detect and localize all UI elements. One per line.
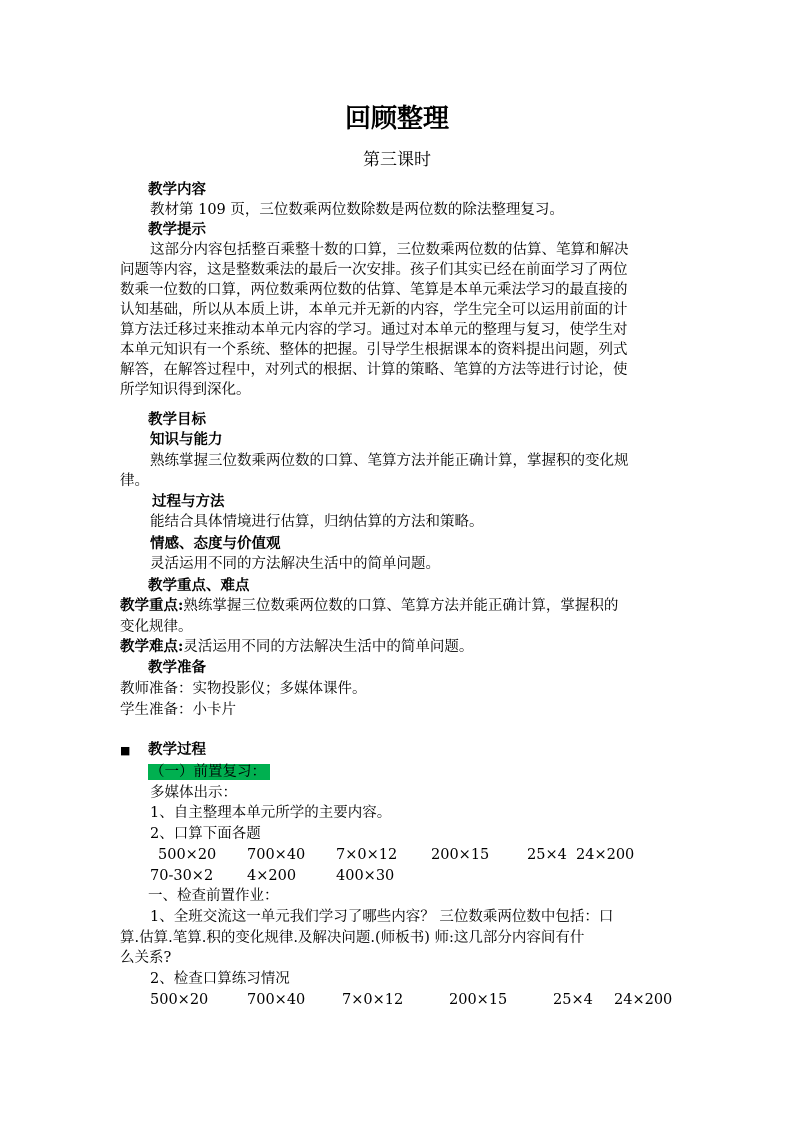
calc-item: 400×30 xyxy=(336,868,395,884)
focus-line-2: 变化规律。 xyxy=(120,619,193,635)
hint-line: 数乘一位数的口算，两位数乘两位数的估算、笔算是本单元乘法学习的最直接的 xyxy=(120,282,628,298)
hint-line: 解答，在解答过程中，对列式的根据、计算的策略、笔算的方法等进行讨论，使 xyxy=(120,362,628,378)
knowledge-line: 律。 xyxy=(120,473,149,489)
difficulty-text: 灵活运用不同的方法解决生活中的简单问题。 xyxy=(183,639,474,655)
content-heading: 教学内容 xyxy=(148,181,206,198)
calc-item: 500×20 xyxy=(158,847,217,863)
calc-item: 24×200 xyxy=(576,847,635,863)
process-goal-text: 能结合具体情境进行估算，归纳估算的方法和策略。 xyxy=(150,514,484,530)
calc-item: 70-30×2 xyxy=(150,868,214,884)
check1-line: 1、全班交流这一单元我们学习了哪些内容？ 三位数乘两位数中包括：口 xyxy=(150,909,614,925)
calc-item: 24×200 xyxy=(614,992,673,1008)
page-title: 回顾整理 xyxy=(344,104,449,134)
page-subtitle: 第三课时 xyxy=(363,150,431,170)
check2-line: 2、检查口算练习情况 xyxy=(150,971,290,987)
calc-item: 200×15 xyxy=(431,847,490,863)
hint-line: 算方法迁移过来推动本单元内容的学习。通过对本单元的整理与复习，使学生对 xyxy=(120,322,628,338)
difficulty-label: 教学难点: xyxy=(120,638,184,655)
check1-line: 么关系? xyxy=(120,950,172,966)
calc-item: 700×40 xyxy=(247,847,306,863)
calc-item: 7×0×12 xyxy=(342,992,404,1008)
square-bullet-icon: ■ xyxy=(120,744,131,757)
calc-item: 4×200 xyxy=(247,868,297,884)
attitude-heading: 情感、态度与价值观 xyxy=(150,535,281,552)
hint-heading: 教学提示 xyxy=(148,221,206,238)
keypoints-heading: 教学重点、难点 xyxy=(148,577,250,594)
hint-line: 问题等内容，这是整数乘法的最后一次安排。孩子们其实已经在前面学习了两位 xyxy=(120,262,628,278)
step1-line xyxy=(148,762,270,782)
prep-teacher: 教师准备：实物投影仪；多媒体课件。 xyxy=(120,681,367,697)
process-goal-heading: 过程与方法 xyxy=(152,493,225,510)
item1-line: 1、自主整理本单元所学的主要内容。 xyxy=(150,805,392,821)
check-heading: 一、检查前置作业： xyxy=(148,888,279,904)
calc-item: 500×20 xyxy=(150,992,209,1008)
calc-item: 7×0×12 xyxy=(336,847,398,863)
goals-heading: 教学目标 xyxy=(148,411,206,428)
knowledge-line: 熟练掌握三位数乘两位数的口算、笔算方法并能正确计算，掌握积的变化规 xyxy=(150,453,629,469)
calc-item: 200×15 xyxy=(449,992,508,1008)
process-heading: 教学过程 xyxy=(148,741,206,758)
focus-text: 熟练掌握三位数乘两位数的口算、笔算方法并能正确计算，掌握积的 xyxy=(183,598,619,614)
calc-item: 25×4 xyxy=(553,992,593,1008)
focus-line xyxy=(120,596,618,616)
hint-line: 本单元知识有一个系统、整体的把握。引导学生根据课本的资料提出问题，列式 xyxy=(120,342,628,358)
prep-student: 学生准备：小卡片 xyxy=(120,702,236,718)
step1-highlight: （一）前置复习： xyxy=(148,764,270,780)
attitude-text: 灵活运用不同的方法解决生活中的简单问题。 xyxy=(150,556,440,572)
hint-line: 所学知识得到深化。 xyxy=(120,382,251,398)
check1-line: 算.估算.笔算.积的变化规律.及解决问题.(师板书) 师:这几部分内容间有什 xyxy=(120,930,585,946)
item2-line: 2、口算下面各题 xyxy=(150,826,261,842)
content-text: 教材第 109 页，三位数乘两位数除数是两位数的除法整理复习。 xyxy=(150,202,564,218)
hint-line: 这部分内容包括整百乘整十数的口算，三位数乘两位数的估算、笔算和解决 xyxy=(150,242,629,258)
difficulty-line xyxy=(120,637,473,657)
focus-label: 教学重点: xyxy=(120,597,184,614)
calc-item: 700×40 xyxy=(247,992,306,1008)
knowledge-heading: 知识与能力 xyxy=(150,431,223,448)
calc-item: 25×4 xyxy=(527,847,567,863)
prep-heading: 教学准备 xyxy=(148,659,206,676)
hint-line: 认知基础，所以从本质上讲，本单元并无新的内容，学生完全可以运用前面的计 xyxy=(120,302,628,318)
media-line: 多媒体出示： xyxy=(150,785,237,801)
